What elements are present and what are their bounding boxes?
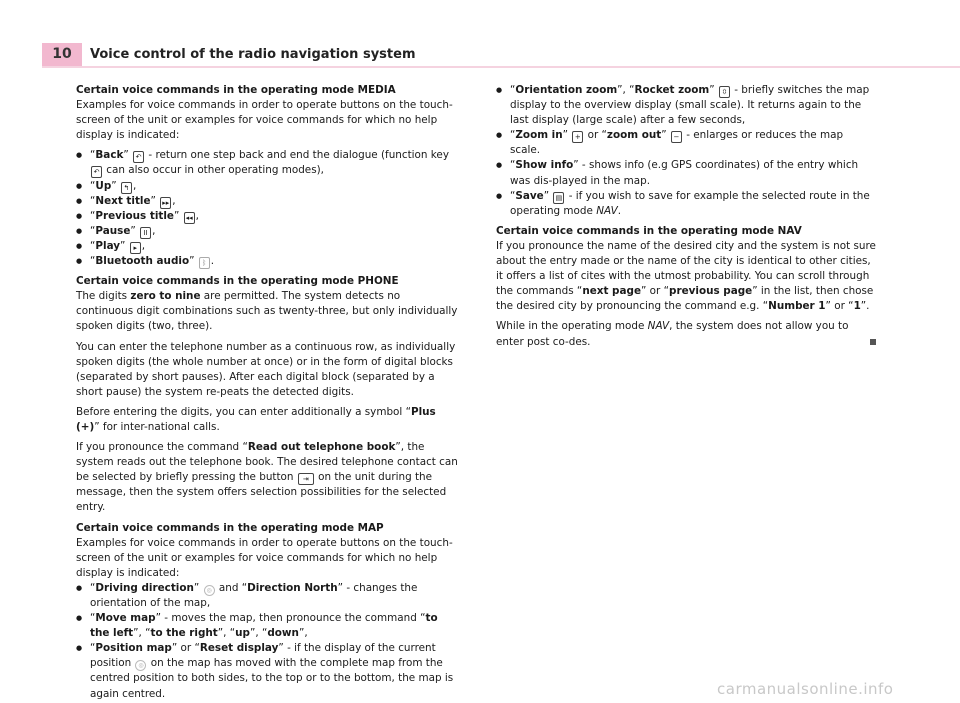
phone-paragraph: You can enter the telephone number as a continuous row, as individually spoken digits (the whole number at once) or in the form of digital blocks (separated by short pauses). After each digital block (separated by a short pause) the system re-peats the detected digits. xyxy=(76,340,456,398)
next-track-icon: ▸▸ xyxy=(162,198,170,207)
list-item: ● “Up” ↰ , xyxy=(76,179,459,194)
phone-button-icon: ⇥ xyxy=(298,473,314,485)
list-item: ● “Position map” or “Reset display” - if the display of the current position ◎ on the map has moved with the complete map from the centred position to both sides, to the top or to the bottom, the map is again centred. xyxy=(76,641,459,701)
list-item: ● “Driving direction” ◎ and “Direction North” - changes the orientation of the map, xyxy=(76,581,459,611)
list-item: ● “Previous title” ◂◂ , xyxy=(76,209,459,224)
bluetooth-icon: ᛒ xyxy=(199,257,210,269)
list-item: ● “Back” ↶ - return one step back and end the dialogue (function key ↶ can also occur in other operating modes), xyxy=(76,148,459,178)
list-item: ● “Move map” - moves the map, then pronounce the command “to the left”, “to the right”, “up”, “down”, xyxy=(76,611,459,641)
back-key-icon: ↶ xyxy=(91,166,102,178)
list-item: ● “Show info” - shows info (e.g GPS coordinates) of the entry which was dis-played in the map. xyxy=(496,158,876,188)
list-item: ● “Next title” ▸▸ , xyxy=(76,194,459,209)
save-icon: ▤ xyxy=(553,192,564,204)
previous-track-icon: ◂◂ xyxy=(185,213,193,222)
pause-icon: II xyxy=(140,227,151,239)
list-item: ● “Pause” II , xyxy=(76,224,459,239)
right-column xyxy=(496,83,876,355)
phone-paragraph: Before entering the digits, you can enter additionally a symbol “Plus (+)” for inter-national calls. xyxy=(76,405,436,433)
map-intro: Examples for voice commands in order to operate buttons on the touch-screen of the unit or examples for voice commands for which no help display is indicated: xyxy=(76,536,453,579)
left-column xyxy=(76,83,459,702)
section-title: Voice control of the radio navigation system xyxy=(90,47,416,62)
header-rule xyxy=(42,66,960,68)
list-item: ● “Orientation zoom”, “Rocket zoom” ⇳ - briefly switches the map display to the overview display (small scale). It returns again to the last display (large scale) after a few seconds, xyxy=(496,83,876,128)
map-heading: Certain voice commands in the operating mode MAP xyxy=(76,521,384,534)
phone-heading: Certain voice commands in the operating mode PHONE xyxy=(76,275,399,288)
phone-paragraph: The digits zero to nine are permitted. The system detects no continuous digit combinations such as twenty-three, but only individually spoken digits (two, three). xyxy=(76,290,458,333)
end-of-section-icon xyxy=(870,339,876,345)
page-number: 10 xyxy=(42,43,82,66)
phone-paragraph: If you pronounce the command “Read out telephone book”, the system reads out the telephone book. The desired telephone contact can be selected by briefly pressing the button ⇥ on the unit during the message, then the system offers selection possibilities for the selected entry. xyxy=(76,441,458,514)
page-header xyxy=(42,43,960,66)
list-item: ● “Zoom in” + or “zoom out” − - enlarges or reduces the map scale. xyxy=(496,128,876,158)
back-key-icon: ↶ xyxy=(133,151,144,163)
up-key-icon: ↰ xyxy=(121,182,132,194)
media-intro: Examples for voice commands in order to operate buttons on the touch-screen of the unit or examples for voice commands for which no help display is indicated: xyxy=(76,99,453,142)
zoom-in-icon: + xyxy=(572,131,583,143)
compass-icon: ◎ xyxy=(204,585,215,596)
zoom-out-icon: − xyxy=(671,131,682,143)
list-item: ● “Save” ▤ - if you wish to save for example the selected route in the operating mode NAV. xyxy=(496,189,876,219)
nav-paragraph: If you pronounce the name of the desired city and the system is not sure about the entry made or the name of the city is identical to other cities, it offers a list of cites with the utmost probability. You can scroll through the commands “next page” or “previous page” in the list, then chose the desired city by pronouncing the command e.g. “Number 1” or “1”. xyxy=(496,239,876,313)
nav-heading: Certain voice commands in the operating mode NAV xyxy=(496,224,802,237)
position-icon: ◎ xyxy=(135,660,146,671)
nav-paragraph: While in the operating mode NAV, the system does not allow you to enter post co-des. xyxy=(496,319,876,349)
list-item: ● “Bluetooth audio” ᛒ . xyxy=(76,254,459,269)
list-item: ● “Play” ▸ , xyxy=(76,239,459,254)
media-heading: Certain voice commands in the operating mode MEDIA xyxy=(76,84,396,96)
rocket-zoom-icon: ⇳ xyxy=(719,86,730,98)
play-icon: ▸ xyxy=(130,242,141,254)
watermark: carmanualsonline.info xyxy=(717,680,894,698)
